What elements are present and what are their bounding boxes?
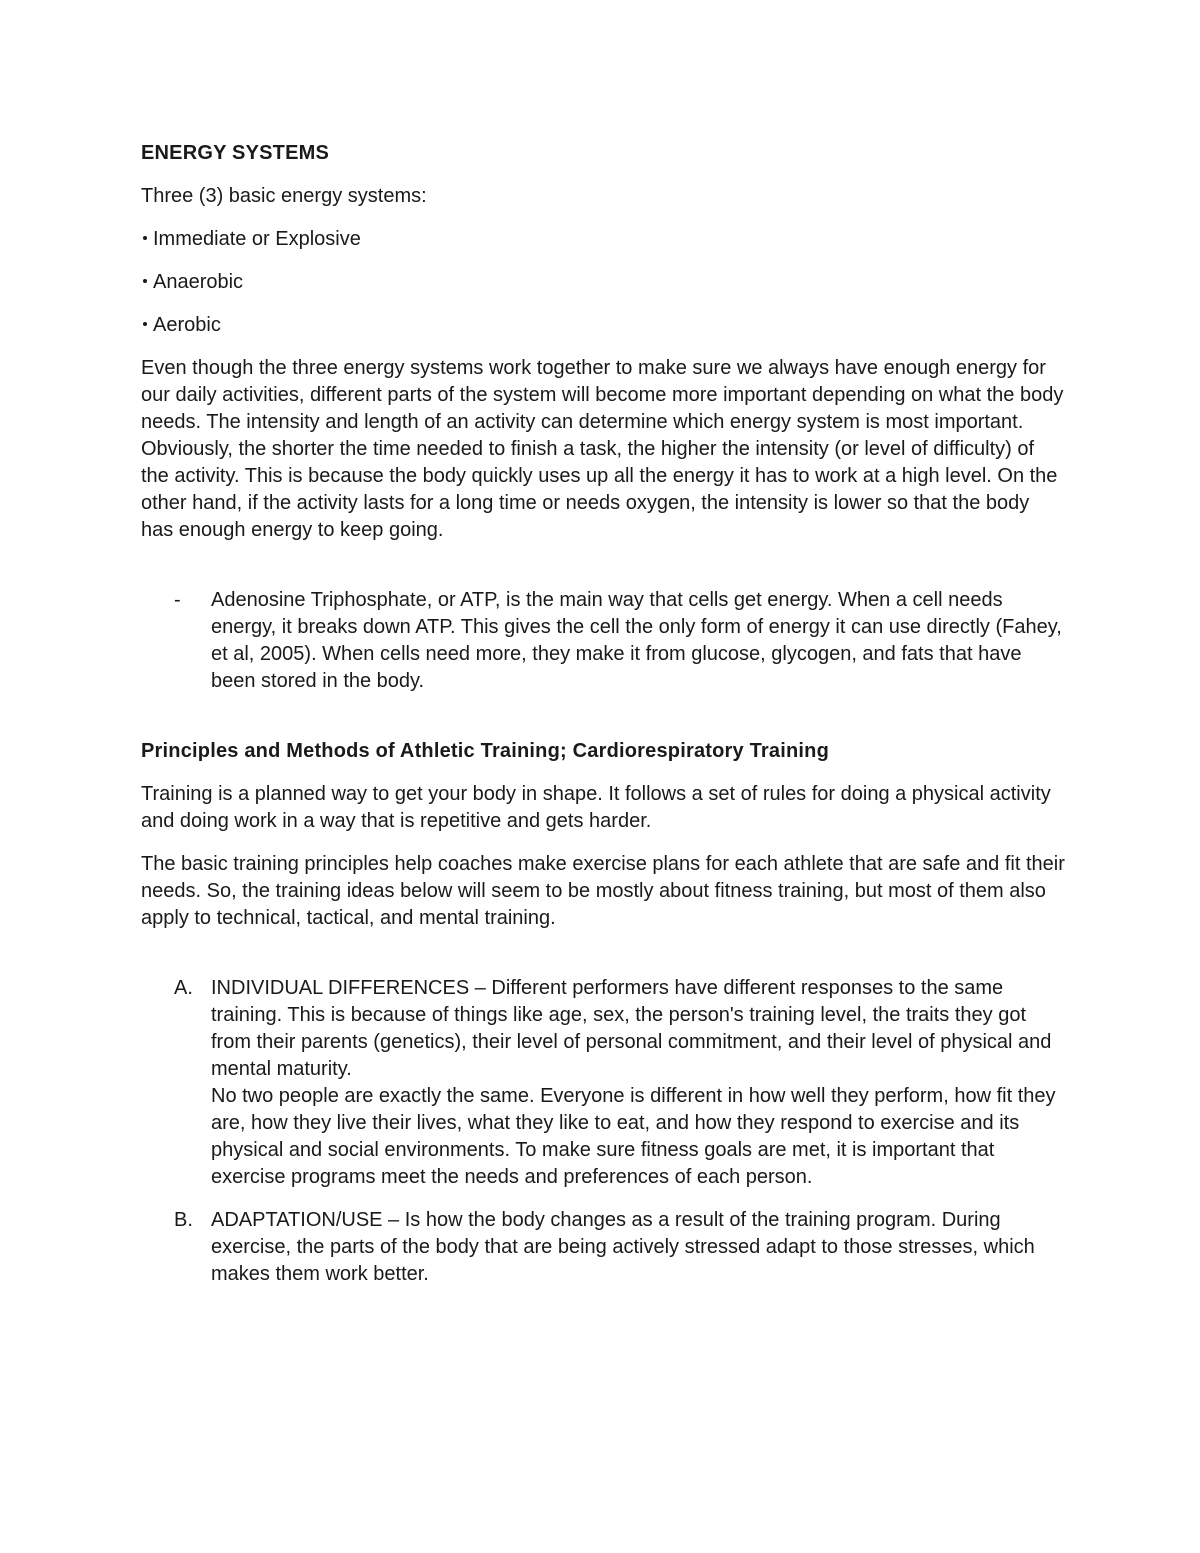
list-marker: B. [174, 1209, 193, 1231]
section-heading-training: Principles and Methods of Athletic Training; Cardiorespiratory Training [141, 740, 829, 762]
dash-item-text: Adenosine Triphosphate, or ATP, is the main way that cells get energy. When a cell needs energy, it breaks down ATP. This gives the cell the only form of energy it can use directly (Fahey, et al, 2005). When cells need more, they make it from glucose, glycogen, and fats that have been stored in the body. [211, 589, 1062, 692]
list-item-text: ADAPTATION/USE – Is how the body changes as a result of the training program. During exercise, the parts of the body that are being actively stressed adapt to those stresses, which makes them work better. [211, 1209, 1035, 1285]
bullet-icon [143, 279, 147, 283]
intro-text: Three (3) basic energy systems: [141, 185, 427, 207]
bullet-item [141, 226, 1066, 253]
list-item-b [141, 1207, 1066, 1288]
section-heading-energy-systems: ENERGY SYSTEMS [141, 142, 330, 164]
bullet-text: Immediate or Explosive [153, 228, 361, 250]
list-item-text-continued: No two people are exactly the same. Everyone is different in how well they perform, how fit they are, how they live their lives, what they like to eat, and how they respond to exercise and its physical and social environments. To make sure fitness goals are met, it is important that exercise programs meet the needs and preferences of each person. [211, 1085, 1056, 1188]
document-page [141, 140, 1066, 1304]
spacer [141, 560, 1066, 587]
bullet-text: Aerobic [153, 314, 221, 336]
bullet-item [141, 312, 1066, 339]
list-item-a [141, 975, 1066, 1191]
spacer [141, 948, 1066, 975]
dash-list-item [141, 587, 1066, 695]
bullet-icon [143, 322, 147, 326]
spacer [141, 711, 1066, 738]
training-paragraph-1: Training is a planned way to get your body in shape. It follows a set of rules for doing a physical activity and doing work in a way that is repetitive and gets harder. [141, 783, 1051, 832]
bullet-text: Anaerobic [153, 271, 244, 293]
list-item-text: INDIVIDUAL DIFFERENCES – Different performers have different responses to the same training. This is because of things like age, sex, the person's training level, the traits they got from their parents (genetics), their level of personal commitment, and their level of physical and mental maturity. [211, 977, 1052, 1080]
energy-paragraph: Even though the three energy systems work together to make sure we always have enough energy for our daily activities, different parts of the system will become more important depending on what the body needs. The intensity and length of an activity can determine which energy system is most important. Obviously, the shorter the time needed to finish a task, the higher the intensity (or level of difficulty) of the activity. This is because the body quickly uses up all the energy it has to work at a high level. On the other hand, if the activity lasts for a long time or needs oxygen, the intensity is lower so that the body has enough energy to keep going. [141, 357, 1064, 541]
bullet-item [141, 269, 1066, 296]
list-marker: A. [174, 977, 193, 999]
bullet-icon [143, 236, 147, 240]
dash-marker: - [174, 589, 181, 611]
training-paragraph-2: The basic training principles help coaches make exercise plans for each athlete that are safe and fit their needs. So, the training ideas below will seem to be mostly about fitness training, but most of them also apply to technical, tactical, and mental training. [141, 853, 1065, 929]
